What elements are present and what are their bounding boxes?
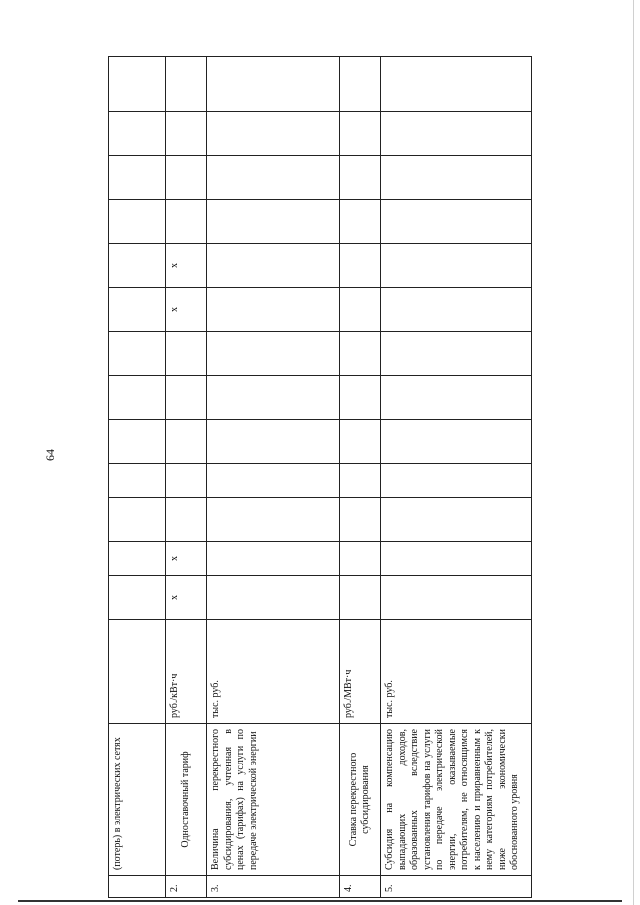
value-cell bbox=[381, 288, 532, 332]
row-number bbox=[109, 876, 166, 898]
row-name: Одноставочный тариф bbox=[166, 724, 207, 876]
value-cell bbox=[109, 498, 166, 542]
value-cell bbox=[207, 420, 340, 464]
value-cell bbox=[340, 288, 381, 332]
value-cell bbox=[166, 332, 207, 376]
value-cell bbox=[166, 498, 207, 542]
value-cell bbox=[207, 464, 340, 498]
value-cell bbox=[340, 498, 381, 542]
value-cell bbox=[207, 57, 340, 112]
value-cell bbox=[109, 156, 166, 200]
value-cell bbox=[166, 376, 207, 420]
value-cell bbox=[340, 57, 381, 112]
row-unit bbox=[109, 620, 166, 724]
value-cell bbox=[340, 156, 381, 200]
value-cell bbox=[381, 464, 532, 498]
value-cell bbox=[340, 200, 381, 244]
value-cell bbox=[109, 376, 166, 420]
table-rotator bbox=[108, 57, 520, 898]
row-name: (потерь) в электрических сетях bbox=[109, 724, 166, 876]
value-cell bbox=[381, 244, 532, 288]
value-cell bbox=[207, 376, 340, 420]
value-cell bbox=[207, 498, 340, 542]
value-cell bbox=[381, 542, 532, 576]
value-cell bbox=[340, 376, 381, 420]
value-cell bbox=[381, 420, 532, 464]
row-number: 4. bbox=[340, 876, 381, 898]
value-cell bbox=[207, 542, 340, 576]
value-cell bbox=[340, 464, 381, 498]
value-cell bbox=[207, 244, 340, 288]
value-cell bbox=[381, 57, 532, 112]
rotated-table-area bbox=[108, 57, 520, 898]
value-cell bbox=[340, 420, 381, 464]
value-cell bbox=[340, 112, 381, 156]
tariff-table bbox=[108, 56, 532, 898]
value-cell bbox=[166, 57, 207, 112]
value-cell bbox=[109, 57, 166, 112]
row-number: 2. bbox=[166, 876, 207, 898]
value-cell bbox=[109, 244, 166, 288]
value-cell bbox=[340, 542, 381, 576]
value-cell bbox=[166, 156, 207, 200]
value-cell bbox=[207, 332, 340, 376]
value-cell bbox=[340, 244, 381, 288]
value-cell bbox=[109, 464, 166, 498]
value-cell bbox=[381, 376, 532, 420]
value-cell bbox=[166, 464, 207, 498]
value-cell bbox=[381, 576, 532, 620]
table-row bbox=[340, 57, 381, 898]
page-number: 64 bbox=[43, 449, 57, 461]
value-cell bbox=[109, 200, 166, 244]
value-cell bbox=[381, 112, 532, 156]
value-cell bbox=[166, 200, 207, 244]
value-cell bbox=[381, 332, 532, 376]
value-cell bbox=[166, 420, 207, 464]
value-cell: x bbox=[166, 576, 207, 620]
value-cell bbox=[207, 112, 340, 156]
table-row bbox=[109, 57, 166, 898]
value-cell bbox=[109, 420, 166, 464]
value-cell: x bbox=[166, 542, 207, 576]
table-row bbox=[381, 57, 532, 898]
value-cell bbox=[166, 112, 207, 156]
value-cell: x bbox=[166, 288, 207, 332]
value-cell bbox=[109, 576, 166, 620]
value-cell bbox=[109, 542, 166, 576]
value-cell bbox=[207, 200, 340, 244]
table-row bbox=[166, 57, 207, 898]
scan-bottom-edge bbox=[18, 900, 622, 902]
value-cell bbox=[340, 576, 381, 620]
row-number: 5. bbox=[381, 876, 532, 898]
row-name: Субсидия на компенсацию выпадающих доходов, образованных вследствие установления тарифов на услуги по передаче электрической энергии, оказываемые потребителям, не относящимся к населению и приравненным к нему категориям потребителей, ниже экономически обоснованного уровня bbox=[381, 724, 532, 876]
value-cell bbox=[207, 576, 340, 620]
table-row bbox=[207, 57, 340, 898]
value-cell bbox=[381, 498, 532, 542]
row-name: Ставка перекрестного субсидирования bbox=[340, 724, 381, 876]
scan-right-edge bbox=[633, 0, 634, 905]
row-name: Величина перекрестного субсидирования, учтенная в ценах (тарифах) на услуги по передаче электрической энергии bbox=[207, 724, 340, 876]
value-cell bbox=[109, 112, 166, 156]
value-cell bbox=[207, 288, 340, 332]
row-number: 3. bbox=[207, 876, 340, 898]
row-unit: тыс. руб. bbox=[381, 620, 532, 724]
value-cell bbox=[109, 288, 166, 332]
row-unit: руб./МВт·ч bbox=[340, 620, 381, 724]
row-unit: тыс. руб. bbox=[207, 620, 340, 724]
value-cell bbox=[340, 332, 381, 376]
value-cell: x bbox=[166, 244, 207, 288]
value-cell bbox=[207, 156, 340, 200]
value-cell bbox=[381, 156, 532, 200]
row-unit: руб./кВт·ч bbox=[166, 620, 207, 724]
value-cell bbox=[381, 200, 532, 244]
value-cell bbox=[109, 332, 166, 376]
